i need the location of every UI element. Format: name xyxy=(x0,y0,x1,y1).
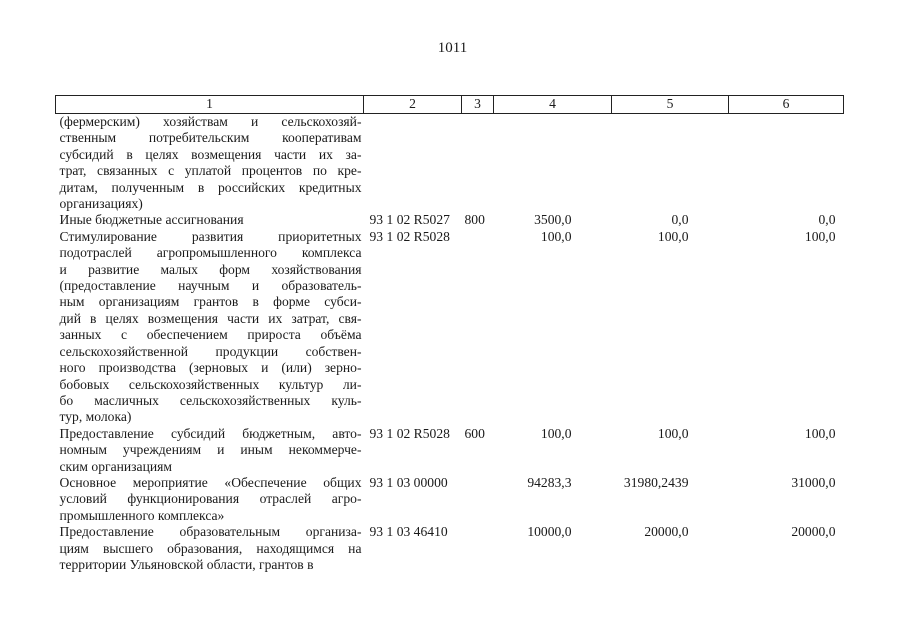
column-header: 2 xyxy=(364,96,462,114)
row-value-col6: 31000,0 xyxy=(791,474,836,490)
row-description xyxy=(56,524,364,573)
row-expense-type: 800 xyxy=(464,212,485,228)
row-value-col4: 100,0 xyxy=(540,425,572,441)
description-line: Предоставление образовательным организа- xyxy=(59,524,362,540)
table-row xyxy=(56,114,844,213)
description-line: бобовых сельскохозяйственных культур ли- xyxy=(59,376,362,392)
row-code: 93 1 02 R5028 xyxy=(369,228,450,244)
description-line: (фермерским) хозяйствам и сельскохозяй- xyxy=(59,114,362,129)
row-description xyxy=(56,114,364,213)
description-line: (предоставление научным и образователь- xyxy=(59,278,362,294)
description-line: ным организациям грантов в форме субси- xyxy=(59,294,362,310)
row-value-col4: 10000,0 xyxy=(527,524,572,540)
column-header: 6 xyxy=(729,96,844,114)
row-description xyxy=(56,426,364,475)
row-expense-type: 600 xyxy=(464,425,485,441)
row-value-col5: 0,0 xyxy=(671,212,689,228)
budget-table xyxy=(55,95,844,573)
description-line: и развитие малых форм хозяйствования xyxy=(59,261,362,277)
description-line: бо масличных сельскохозяйственных куль- xyxy=(59,392,362,408)
row-value-col5: 20000,0 xyxy=(644,524,689,540)
row-value-col6: 100,0 xyxy=(804,425,836,441)
table-row xyxy=(56,475,844,524)
description-line: территории Ульяновской области, грантов в xyxy=(59,556,314,572)
description-line: ного производства (зерновых и (или) зерно- xyxy=(59,360,362,376)
row-value-col4: 100,0 xyxy=(540,228,572,244)
description-line: номным учреждениям и иным некоммерче- xyxy=(59,442,362,458)
description-line: циям высшего образования, находящимся на xyxy=(59,540,362,556)
row-description xyxy=(56,229,364,426)
description-line: Предоставление субсидий бюджетным, авто- xyxy=(59,425,362,441)
description-line: дитам, полученным в российских кредитных xyxy=(59,179,362,195)
table-row xyxy=(56,212,844,228)
row-value-col6: 20000,0 xyxy=(791,524,836,540)
row-description xyxy=(56,475,364,524)
row-value-col5: 100,0 xyxy=(657,425,689,441)
description-line: субсидий в целях возмещения части их за- xyxy=(59,146,362,162)
row-expense-type xyxy=(462,229,494,426)
row-code: 93 1 02 R5028 xyxy=(369,425,450,441)
table-row xyxy=(56,524,844,573)
description-line: Иные бюджетные ассигнования xyxy=(59,212,244,228)
table-row xyxy=(56,426,844,475)
description-line: организациях) xyxy=(59,196,143,212)
row-value-col6: 100,0 xyxy=(804,228,836,244)
description-line: дий в целях возмещения части их затрат, свя- xyxy=(59,310,362,326)
description-line: занных с обеспечением прироста объёма xyxy=(59,327,362,343)
row-expense-type xyxy=(462,524,494,573)
row-value-col4: 94283,3 xyxy=(527,474,572,490)
description-line: подотраслей агропромышленного комплекса xyxy=(59,245,362,261)
column-header: 4 xyxy=(494,96,612,114)
row-code: 93 1 03 46410 xyxy=(369,524,448,540)
description-line: Основное мероприятие «Обеспечение общих xyxy=(59,474,362,490)
description-line: условий функционирования отраслей агро- xyxy=(59,491,362,507)
table-row xyxy=(56,229,844,426)
description-line: сельскохозяйственной продукции собствен- xyxy=(59,343,362,359)
row-value-col4 xyxy=(494,114,612,213)
row-value-col4: 3500,0 xyxy=(534,212,572,228)
row-expense-type xyxy=(462,114,494,213)
table-body xyxy=(56,114,844,574)
row-value-col5: 31980,2439 xyxy=(623,474,689,490)
row-code: 93 1 03 00000 xyxy=(369,474,448,490)
page-number: 1011 xyxy=(437,40,468,56)
row-code: 93 1 02 R5027 xyxy=(369,212,450,228)
row-value-col5 xyxy=(612,114,729,213)
description-line: тур, молока) xyxy=(59,409,132,425)
row-value-col5: 100,0 xyxy=(657,228,689,244)
column-header: 1 xyxy=(56,96,364,114)
row-description xyxy=(56,212,364,228)
row-code xyxy=(364,114,462,213)
column-header: 3 xyxy=(462,96,494,114)
row-expense-type xyxy=(462,475,494,524)
column-header: 5 xyxy=(612,96,729,114)
description-line: Стимулирование развития приоритетных xyxy=(59,228,362,244)
description-line: ственным потребительским кооперативам xyxy=(59,130,362,146)
description-line: ским организациям xyxy=(59,458,172,474)
table-header xyxy=(56,96,844,114)
description-line: трат, связанных с уплатой процентов по кре- xyxy=(59,163,362,179)
row-value-col6: 0,0 xyxy=(818,212,836,228)
row-value-col6 xyxy=(729,114,844,213)
description-line: промышленного комплекса» xyxy=(59,507,225,523)
